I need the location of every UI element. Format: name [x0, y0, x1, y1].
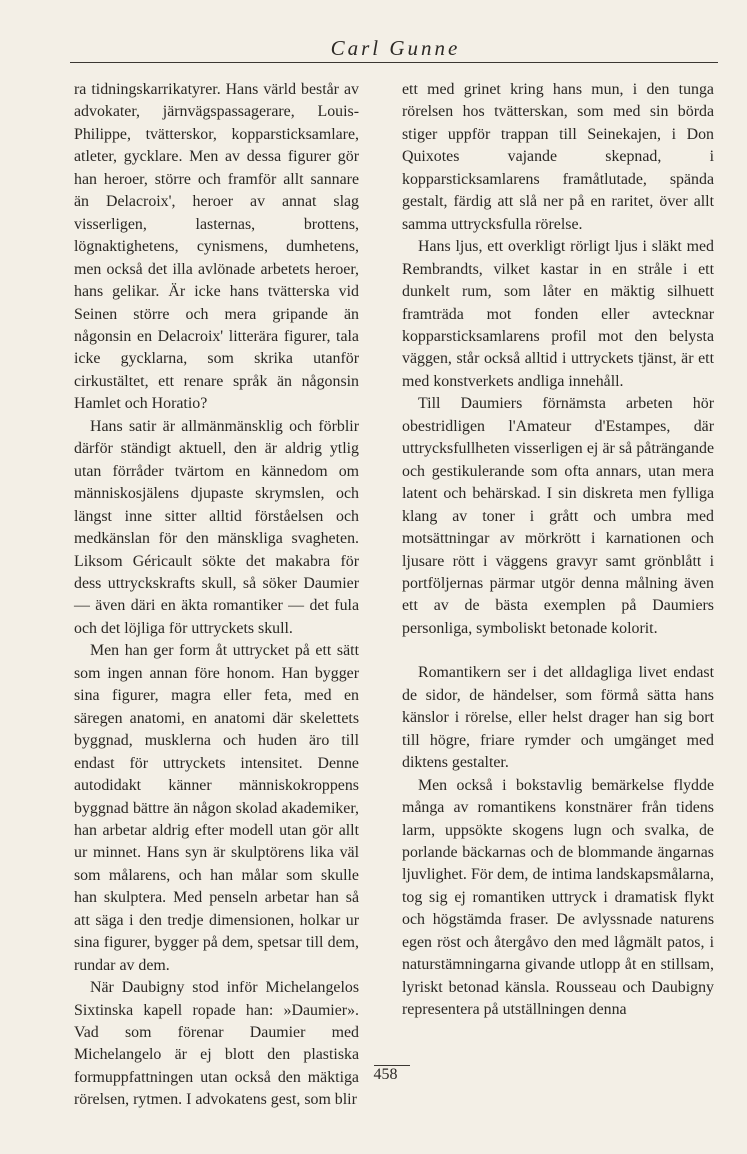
paragraph: När Daubigny stod inför Michelangelos Sixtinska kapell ropade han: »Daumier». Vad som förenar Daumier med Michelangelo är ej blott den plastiska formuppfattningen utan också den mäktiga rörelsen, rytmen. I advokatens gest, som blir [74, 979, 359, 1109]
paragraph: Hans satir är allmänmänsklig och förblir därför ständigt aktuell, den är aldrig ytlig utan förråder tvärtom en kännedom om människosjälens djupaste skrymslen, och längst inne sitter alltid förståelsen och medkänslan för den mänskliga svagheten. Liksom Géricault sökte det makabra för dess uttryckskrafts skull, så söker Daumier — även däri en äkta romantiker — det fula och det löjliga för uttryckets skull. [74, 417, 359, 637]
paragraph: ra tidningskarrikatyrer. Hans värld består av advokater, järnvägspassagerare, Louis-Philippe, tvätterskor, kopparsticksamlare, atleter, gycklare. Men av dessa figurer gör han heroer, större och framför allt sannare än Delacroix', heroer av annat slag visserligen, lasternas, brottens, lögnaktighetens, cynismens, dumhetens, men också det illa avlönade arbetets heroer, hans gelikar. Är icke hans tvätterska vid Seinen större och mera gripande än någonsin en Delacroix' litterära figurer, tala icke gycklarna, som skrika utanför cirkustältet, ett renare språk än någonsin Hamlet och Horatio? [74, 81, 359, 413]
right-column [402, 79, 714, 1022]
paragraph: Hans ljus, ett overkligt rörligt ljus i släkt med Rembrandts, vilket kastar in en stråle i ett dunkelt rum, som låter en mäktig silhuett framträda mot fonden eller avtecknar kopparsticksamlarens profil mot den belysta väggen, står också alltid i uttryckets tjänst, är ett med konstverkets andliga innehåll. [402, 238, 714, 390]
paragraph: Men han ger form åt uttrycket på ett sätt som ingen annan före honom. Han bygger sina figurer, magra eller feta, med en säregen anatomi, en anatomi där skelettets byggnad, musklerna och huden äro till endast för uttryckets intensitet. Denne autodidakt känner människokroppens byggnad bättre än någon skolad akademiker, han arbetar aldrig efter modell utan gör allt ur minnet. Hans syn är skulptörens lika väl som målarens, och han målar som skulle han skulptera. Med penseln arbetar han så att säga i den tredje dimensionen, holkar ur sina figurer, bygger på dem, spetsar till dem, rundar av dem. [74, 642, 359, 974]
left-column [74, 79, 359, 1112]
paragraph: Romantikern ser i det alldagliga livet endast de sidor, de händelser, som förmå sätta hans känslor i rörelse, eller helst drager han sig bort till högre, friare rymder och umgänget med diktens gestalter. [402, 664, 714, 772]
paragraph: Men också i bokstavlig bemärkelse flydde många av romantikens konstnärer från tidens larm, uppsökte skogens lugn och svalka, de porlande bäckarnas och de blommande ängarnas ljuvlighet. För dem, de intima landskapsmålarna, tog sig ej romantiken uttryck i dramatisk flykt och högstämda fraser. De avlyssnade naturens egen röst och återgåvo den med lågmält patos, i naturstämningarna givande utlopp åt en stillsam, lyriskt betonad känsla. Rousseau och Daubigny representera på utställningen denna [402, 776, 714, 1019]
paragraph: ett med grinet kring hans mun, i den tunga rörelsen hos tvätterskan, som med sin börda stiger uppför trappan till Seinekajen, i Don Quixotes vajande skepnad, i kopparsticksamlarens framåtlutade, spända gestalt, färdig att slå ner på en raritet, över allt samma uttrycksfulla rörelse. [402, 81, 714, 233]
paragraph: Till Daumiers förnämsta arbeten hör obestridligen l'Amateur d'Estampes, där uttrycksfullheten visserligen ej är så påträngande och gestikulerande som ofta annars, utan mera latent och behärskad. I sin diskreta men fylliga klang av toner i grått och umbra med motsättningar av mörkrött i karnationen och ljusare rött i väggens gravyr samt grönblått i portföljernas pärmar utgör denna målning även ett av de bästa exemplen på Daumiers personliga, symboliskt betonade kolorit. [402, 395, 714, 637]
running-head: Carl Gunne [330, 36, 461, 60]
page-number: 458 [373, 1066, 398, 1083]
header-rule [70, 62, 718, 63]
